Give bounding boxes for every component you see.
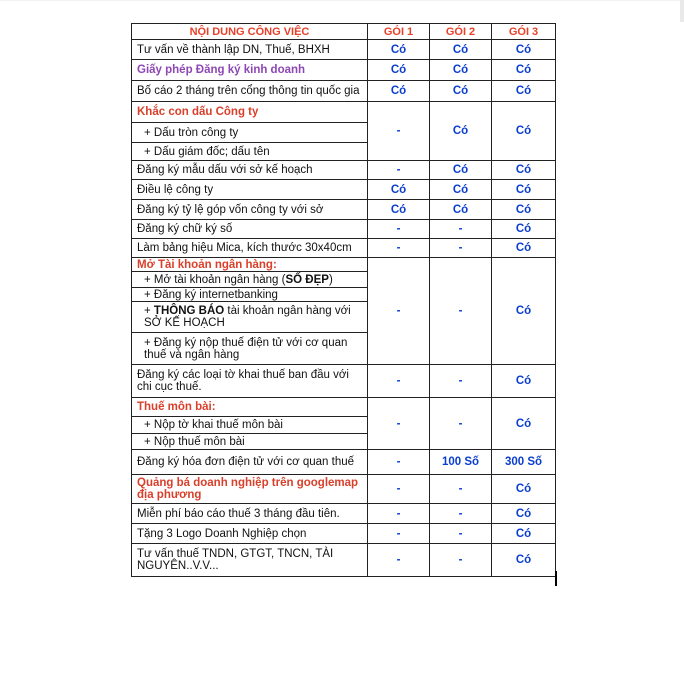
row-label: Giấy phép Đăng ký kinh doanh bbox=[132, 60, 368, 81]
table-row bbox=[132, 258, 556, 272]
header-package-1: GÓI 1 bbox=[368, 24, 430, 40]
row-label: Đăng ký tỷ lệ góp vốn công ty với sở bbox=[132, 200, 368, 220]
row-sublabel: + Đăng ký nộp thuế điện tử với cơ quan thuế và ngân hàng bbox=[132, 333, 368, 365]
row-label: Điều lệ công ty bbox=[132, 180, 368, 200]
cell-package-2: - bbox=[430, 258, 492, 365]
cell-package-1: Có bbox=[368, 60, 430, 81]
cell-package-3: Có bbox=[492, 365, 556, 398]
cell-package-1: - bbox=[368, 258, 430, 365]
cell-package-3: Có bbox=[492, 40, 556, 60]
cell-package-1: - bbox=[368, 524, 430, 544]
row-label: Thuế môn bài: bbox=[132, 398, 368, 417]
cell-package-3: Có bbox=[492, 258, 556, 365]
table-row bbox=[132, 40, 556, 60]
header-package-3: GÓI 3 bbox=[492, 24, 556, 40]
cell-package-2: - bbox=[430, 524, 492, 544]
row-label: Đăng ký hóa đơn điện tử với cơ quan thuế bbox=[132, 450, 368, 475]
cell-package-2: Có bbox=[430, 60, 492, 81]
row-label: Mở Tài khoản ngân hàng: bbox=[132, 258, 368, 272]
cell-package-1: - bbox=[368, 239, 430, 258]
table-row bbox=[132, 398, 556, 417]
sublabel-text: + bbox=[144, 305, 154, 317]
cell-package-3: Có bbox=[492, 398, 556, 450]
cell-package-3: Có bbox=[492, 180, 556, 200]
row-label: Đăng ký chữ ký số bbox=[132, 220, 368, 239]
row-label: Tư vấn thuế TNDN, GTGT, TNCN, TÀI NGUYÊN..V.V... bbox=[132, 544, 368, 577]
header-content: NỘI DUNG CÔNG VIỆC bbox=[132, 24, 368, 40]
row-label: Tư vấn về thành lập DN, Thuế, BHXH bbox=[132, 40, 368, 60]
row-sublabel: + Nộp tờ khai thuế môn bài bbox=[132, 417, 368, 434]
table-row bbox=[132, 475, 556, 504]
row-label: Đăng ký mẫu dấu với sở kế hoạch bbox=[132, 161, 368, 180]
cell-package-2: 100 Số bbox=[430, 450, 492, 475]
service-package-table bbox=[131, 23, 556, 577]
cell-package-2: Có bbox=[430, 200, 492, 220]
cell-package-3: Có bbox=[492, 102, 556, 161]
table-row bbox=[132, 180, 556, 200]
cell-package-1: Có bbox=[368, 180, 430, 200]
cell-package-2: - bbox=[430, 544, 492, 577]
cell-package-1: Có bbox=[368, 81, 430, 102]
cell-package-2: Có bbox=[430, 40, 492, 60]
cell-package-2: - bbox=[430, 239, 492, 258]
cell-package-3: Có bbox=[492, 239, 556, 258]
cell-package-1: - bbox=[368, 544, 430, 577]
row-sublabel: + Dấu giám đốc; dấu tên bbox=[132, 143, 368, 161]
row-sublabel: + Nộp thuế môn bài bbox=[132, 434, 368, 450]
cell-package-3: Có bbox=[492, 220, 556, 239]
cell-package-3: Có bbox=[492, 475, 556, 504]
table-row bbox=[132, 450, 556, 475]
text-cursor bbox=[555, 571, 557, 586]
cell-package-3: Có bbox=[492, 544, 556, 577]
top-edge-line bbox=[0, 0, 684, 1]
table-row bbox=[132, 365, 556, 398]
cell-package-2: - bbox=[430, 220, 492, 239]
table-row bbox=[132, 102, 556, 123]
cell-package-3: Có bbox=[492, 504, 556, 524]
row-label: Miễn phí báo cáo thuế 3 tháng đầu tiên. bbox=[132, 504, 368, 524]
cell-package-1: - bbox=[368, 365, 430, 398]
cell-package-2: - bbox=[430, 504, 492, 524]
table-header-row bbox=[132, 24, 556, 40]
cell-package-1: - bbox=[368, 102, 430, 161]
row-sublabel bbox=[132, 302, 368, 333]
cell-package-1: - bbox=[368, 220, 430, 239]
cell-package-2: Có bbox=[430, 81, 492, 102]
cell-package-1: - bbox=[368, 450, 430, 475]
cell-package-2: - bbox=[430, 398, 492, 450]
cell-package-2: Có bbox=[430, 180, 492, 200]
cell-package-1: - bbox=[368, 475, 430, 504]
row-label: Làm bảng hiệu Mica, kích thước 30x40cm bbox=[132, 239, 368, 258]
row-label: Bố cáo 2 tháng trên cổng thông tin quốc gia bbox=[132, 81, 368, 102]
sublabel-text: + Mở tài khoản ngân hàng ( bbox=[144, 273, 286, 286]
cell-package-2: - bbox=[430, 365, 492, 398]
cell-package-2: - bbox=[430, 475, 492, 504]
cell-package-1: - bbox=[368, 161, 430, 180]
row-sublabel: + Đăng ký internetbanking bbox=[132, 288, 368, 302]
row-label: Quảng bá doanh nghiệp trên googlemap địa phương bbox=[132, 475, 368, 504]
sublabel-text: ) bbox=[328, 273, 333, 286]
cell-package-1: Có bbox=[368, 40, 430, 60]
sublabel-emphasis: SỐ ĐẸP bbox=[285, 273, 329, 286]
cell-package-1: - bbox=[368, 504, 430, 524]
cell-package-2: Có bbox=[430, 102, 492, 161]
cell-package-1: - bbox=[368, 398, 430, 450]
cell-package-3: Có bbox=[492, 60, 556, 81]
cell-package-3: Có bbox=[492, 81, 556, 102]
table-row bbox=[132, 81, 556, 102]
table-row bbox=[132, 200, 556, 220]
table-row bbox=[132, 544, 556, 577]
row-label: Tặng 3 Logo Doanh Nghiệp chọn bbox=[132, 524, 368, 544]
sublabel-emphasis: THÔNG BÁO bbox=[153, 305, 225, 317]
table-row bbox=[132, 60, 556, 81]
row-label: Đăng ký các loại tờ khai thuế ban đầu với chi cục thuế. bbox=[132, 365, 368, 398]
table-row bbox=[132, 524, 556, 544]
cell-package-3: Có bbox=[492, 161, 556, 180]
table-row bbox=[132, 504, 556, 524]
row-sublabel: + Dấu tròn công ty bbox=[132, 123, 368, 143]
header-package-2: GÓI 2 bbox=[430, 24, 492, 40]
table-row bbox=[132, 161, 556, 180]
row-label: Khắc con dấu Công ty bbox=[132, 102, 368, 123]
table-row bbox=[132, 239, 556, 258]
window-edge bbox=[680, 0, 684, 22]
cell-package-3: 300 Số bbox=[492, 450, 556, 475]
cell-package-3: Có bbox=[492, 200, 556, 220]
sublabel-text: tài khoản ngân hàng với SỞ KẾ HOẠCH bbox=[144, 305, 351, 329]
cell-package-3: Có bbox=[492, 524, 556, 544]
cell-package-2: Có bbox=[430, 161, 492, 180]
row-sublabel bbox=[132, 272, 368, 288]
table-row bbox=[132, 220, 556, 239]
cell-package-1: Có bbox=[368, 200, 430, 220]
